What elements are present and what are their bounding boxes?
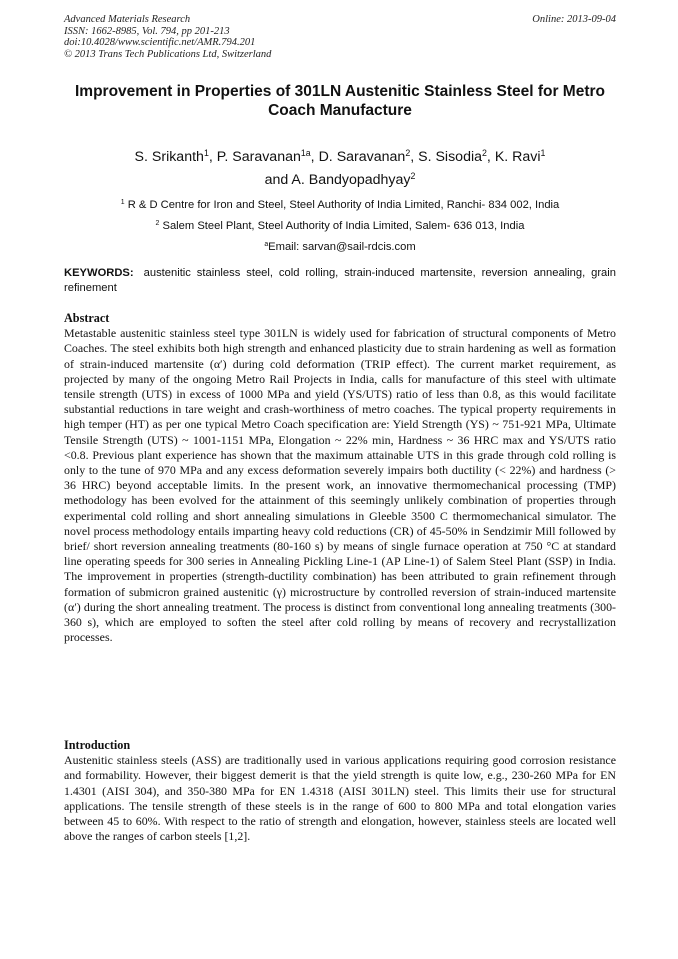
affiliation-sup: 2 <box>155 220 160 228</box>
email-text: Email: sarvan@sail-rdcis.com <box>268 241 416 253</box>
introduction-heading: Introduction <box>64 738 131 752</box>
email-sup: a <box>264 241 269 249</box>
author-affil-sup: 1 <box>203 148 209 159</box>
author-affil-sup: 2 <box>482 148 487 159</box>
abstract-text: Metastable austenitic stainless steel type 301LN is widely used for fabrication of structural components of Metro Coaches. The steel exhibits both high strength and enhanced plasticity due to strain hardening as well as formation of strain-induced martensite (α′) during cold deformation (TRIP effect). The current market requirement, as projected by many of the ongoing Metro Rail Projects in India, calls for manufacture of this steel with ultimate tensile strength (UTS) in excess of 1000 MPa and yield (YS/UTS) ratio of less than 0.8, as this would facilitate substantial reductions in tare weight and crash-worthiness of metro coaches. The typical property requirements in high temper (HT) as per one typical Metro Coach specification are: Yield Strength (YS) ~ 751-921 MPa, Ultimate Tensile Strength (UTS) ~ 1001-1151 MPa, Elongation ~ 22% min, Hardness ~ 36 HRC max and YS/UTS ratio <0.8. Previous plant experience has shown that the maximum attainable UTS in this grade through cold rolling is only to the tune of 970 MPa and any excess deformation severely impairs both ductility (< 22%) and hardness (> 36 HRC) beyond acceptable limits. In the present work, an innovative thermomechanical processing (TMP) methodology has been evolved for the attainment of this seemingly unlikely combination of properties through experimental cold rolling and short annealing simulations in Gleeble 3500 C thermomechanical simulator. The novel process methodology entails imparting heavy cold reductions (CR) of 45-50% in Sendzimir Mill followed by brief/ short reversion annealing treatments (80-160 s) by means of single furnace operation at 750 °C at standard line operating speeds for 300 series in Annealing Pickling Line-1 (AP Line-1) of Salem Steel Plant (SSP) in India. The improvement in properties (strength-ductility combination) has been attributed to grain refinement through formation of submicron grained austenitic (γ) microstructure by controlled reversion of strain-induced martensite (α′) during the short annealing treatment. The process is distinct from conventional long annealing treatments (300-360 s), which are employed to soften the steel after cold rolling by means of recovery and recrystallization processes. <box>64 326 616 645</box>
affiliation-list <box>64 195 616 258</box>
author-affil-sup: 2 <box>405 148 411 159</box>
author-affil-sup: 1 <box>540 148 546 159</box>
keywords-block <box>64 266 616 296</box>
author-affil-sup: 1a <box>300 148 311 159</box>
author-name: P. Saravanan <box>216 149 301 165</box>
journal-copyright: © 2013 Trans Tech Publications Ltd, Switzerland <box>64 48 272 60</box>
journal-doi: doi:10.4028/www.scientific.net/AMR.794.201 <box>64 37 256 48</box>
author-name: A. Bandyopadhyay <box>291 172 411 188</box>
affiliation <box>64 216 616 237</box>
author-line-2 <box>64 169 616 192</box>
affiliation-sup: 1 <box>120 199 125 207</box>
online-date: Online: 2013-09-04 <box>532 14 616 25</box>
paper-title: Improvement in Properties of 301LN Austenitic Stainless Steel for Metro Coach Manufacture <box>75 83 605 119</box>
author-name: S. Sisodia <box>418 149 483 165</box>
author-name: D. Saravanan <box>318 149 406 165</box>
keywords-label: KEYWORDS: <box>64 267 134 279</box>
author-list <box>64 146 616 192</box>
abstract-heading: Abstract <box>64 311 110 325</box>
introduction-section <box>64 738 616 844</box>
journal-info <box>64 14 271 60</box>
author-name: S. Srikanth <box>134 149 204 165</box>
author-conjunction: and <box>264 172 289 188</box>
journal-issn: ISSN: 1662-8985, Vol. 794, pp 201-213 <box>64 25 230 37</box>
email-line <box>64 237 616 258</box>
introduction-text: Austenitic stainless steels (ASS) are traditionally used in various applications requiring good corrosion resistance and formability. However, their biggest demerit is that the yield strength is quite low, e.g., 230-260 MPa for EN 1.4301 (AISI 304), and 350-380 MPa for EN 1.4318 (AISI 301LN) steel. This limits their use for structural applications. The tensile strength of these steels is in the range of 600 to 800 MPa and total elongation varies between 45 to 60%. With respect to the ratio of strength and elongation, however, stainless steels are located well above the ranges of carbon steels [1,2]. <box>64 753 616 844</box>
journal-name: Advanced Materials Research <box>64 14 191 25</box>
affiliation-text: Salem Steel Plant, Steel Authority of India Limited, Salem- 636 013, India <box>162 220 525 232</box>
affiliation-text: R & D Centre for Iron and Steel, Steel Authority of India Limited, Ranchi- 834 002, India <box>127 199 560 211</box>
author-name: K. Ravi <box>494 149 541 165</box>
affiliation <box>64 195 616 216</box>
abstract-section <box>64 311 616 645</box>
author-affil-sup: 2 <box>410 171 416 182</box>
author-line-1: S. Srikanth$^1$, P. Saravanan$^{1a}$, D. Saravanan$^2$, S. Sisodia$^2$, K. Ravi$^1$ <box>134 148 546 165</box>
keywords-text: austenitic stainless steel, cold rolling, strain-induced martensite, reversion annealing, grain refinement <box>64 267 616 294</box>
